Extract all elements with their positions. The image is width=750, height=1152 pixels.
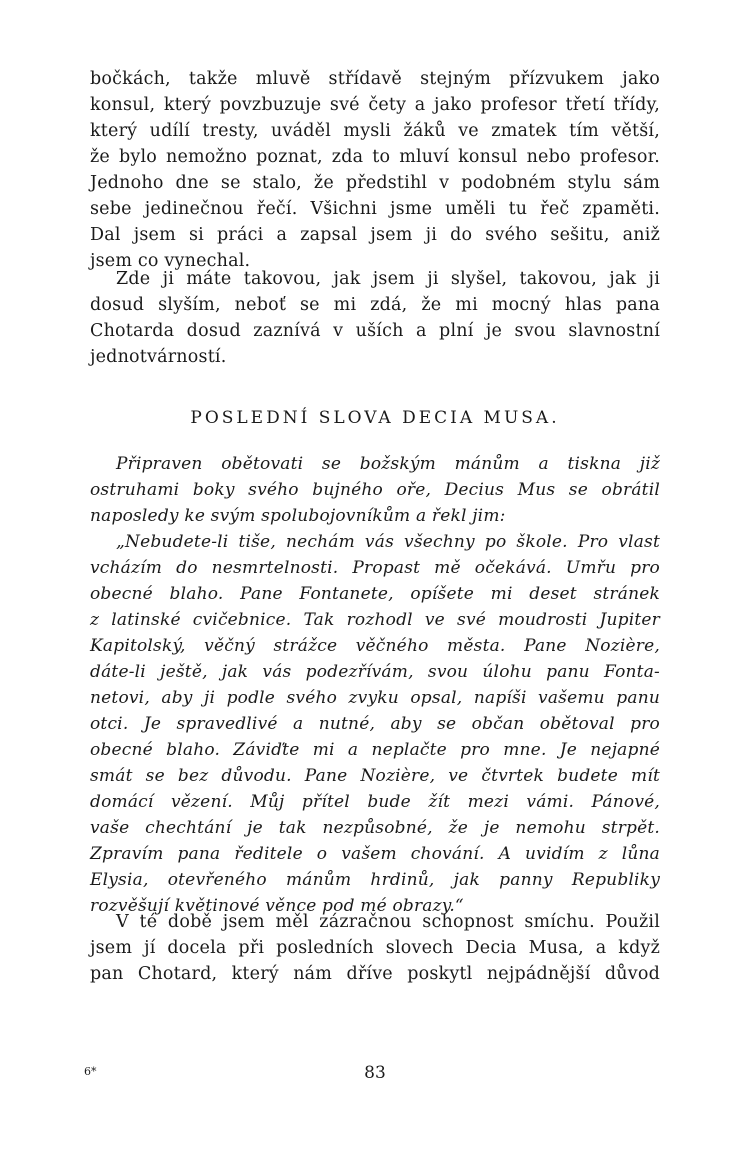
text-line: sebe jedinečnou řečí. Všichni jsme uměli tu řeč zpaměti. <box>90 199 660 219</box>
text-line: jsem co vynechal. <box>90 251 251 271</box>
paragraph-3 <box>90 909 660 987</box>
text-line: Jednoho dne se stalo, že předstihl v podobném stylu sám <box>90 173 660 193</box>
text-line: Chotarda dosud zaznívá v uších a plní je svou slavnostní <box>90 321 660 341</box>
text-line: vcházím do nesmrtelnosti. Propast mě očekává. Umřu pro <box>90 558 660 578</box>
text-line: smát se bez důvodu. Pane Nozière, ve čtvrtek budete mít <box>90 766 660 786</box>
text-line: bočkách, takže mluvě střídavě stejným přízvukem jako <box>90 69 660 89</box>
text-line: Připraven obětovati se božským mánům a tiskna již <box>116 454 660 474</box>
text-line: otci. Je spravedlivé a nutné, aby se občan obětoval pro <box>90 714 660 734</box>
text-line: V té době jsem měl zázračnou schopnost smíchu. Použil <box>116 912 660 932</box>
paragraph-1 <box>90 66 660 274</box>
text-line: netovi, aby ji podle svého zvyku opsal, napíši vašemu panu <box>90 688 660 708</box>
text-line: obecné blaho. Záviďte mi a neplačte pro mne. Je nejapné <box>90 740 660 760</box>
text-line: jsem jí docela při posledních slovech Decia Musa, a když <box>90 938 660 958</box>
text-line: který udílí tresty, uváděl mysli žáků ve zmatek tím větší, <box>90 121 660 141</box>
page-footer <box>84 1063 660 1087</box>
page-number: 83 <box>364 1063 386 1083</box>
text-line: dáte-li ještě, jak vás podezřívám, svou úlohu panu Fonta- <box>90 662 660 682</box>
text-line: rozvěšují květinové věnce pod mé obrazy.“ <box>90 896 464 916</box>
text-line: domácí vězení. Můj přítel bude žít mezi vámi. Pánové, <box>90 792 660 812</box>
text-line: dosud slyším, neboť se mi zdá, že mi mocný hlas pana <box>90 295 660 315</box>
text-line: naposledy ke svým spolubojovníkům a řekl jim: <box>90 506 506 526</box>
text-line: pan Chotard, který nám dříve poskytl nejpádnější důvod <box>90 964 660 984</box>
text-line: že bylo nemožno poznat, zda to mluví konsul nebo profesor. <box>90 147 660 167</box>
signature-mark: 6* <box>84 1065 97 1078</box>
text-line: Kapitolský, věčný strážce věčného města. Pane Nozière, <box>90 636 660 656</box>
text-line: Zpravím pana ředitele o vašem chování. A uvidím z lůna <box>90 844 660 864</box>
text-line: jednotvárností. <box>90 347 227 367</box>
text-line: Zde ji máte takovou, jak jsem ji slyšel, takovou, jak ji <box>116 269 660 289</box>
text-line: „Nebudete-li tiše, nechám vás všechny po škole. Pro vlast <box>116 532 660 552</box>
speech-block <box>90 451 660 919</box>
text-line: Elysia, otevřeného mánům hrdinů, jak panny Republiky <box>90 870 660 890</box>
paragraph-2 <box>90 266 660 370</box>
text-line: ostruhami boky svého bujného oře, Decius Mus se obrátil <box>90 480 660 500</box>
text-line: obecné blaho. Pane Fontanete, opíšete mi deset stránek <box>90 584 660 604</box>
section-heading: POSLEDNÍ SLOVA DECIA MUSA. <box>190 408 560 428</box>
text-line: vaše chechtání je tak nezpůsobné, že je nemohu strpět. <box>90 818 660 838</box>
text-line: Dal jsem si práci a zapsal jsem ji do svého sešitu, aniž <box>90 225 660 245</box>
text-line: z latinské cvičebnice. Tak rozhodl ve své moudrosti Jupiter <box>90 610 660 630</box>
text-line: konsul, který povzbuzuje své čety a jako profesor třetí třídy, <box>90 95 660 115</box>
